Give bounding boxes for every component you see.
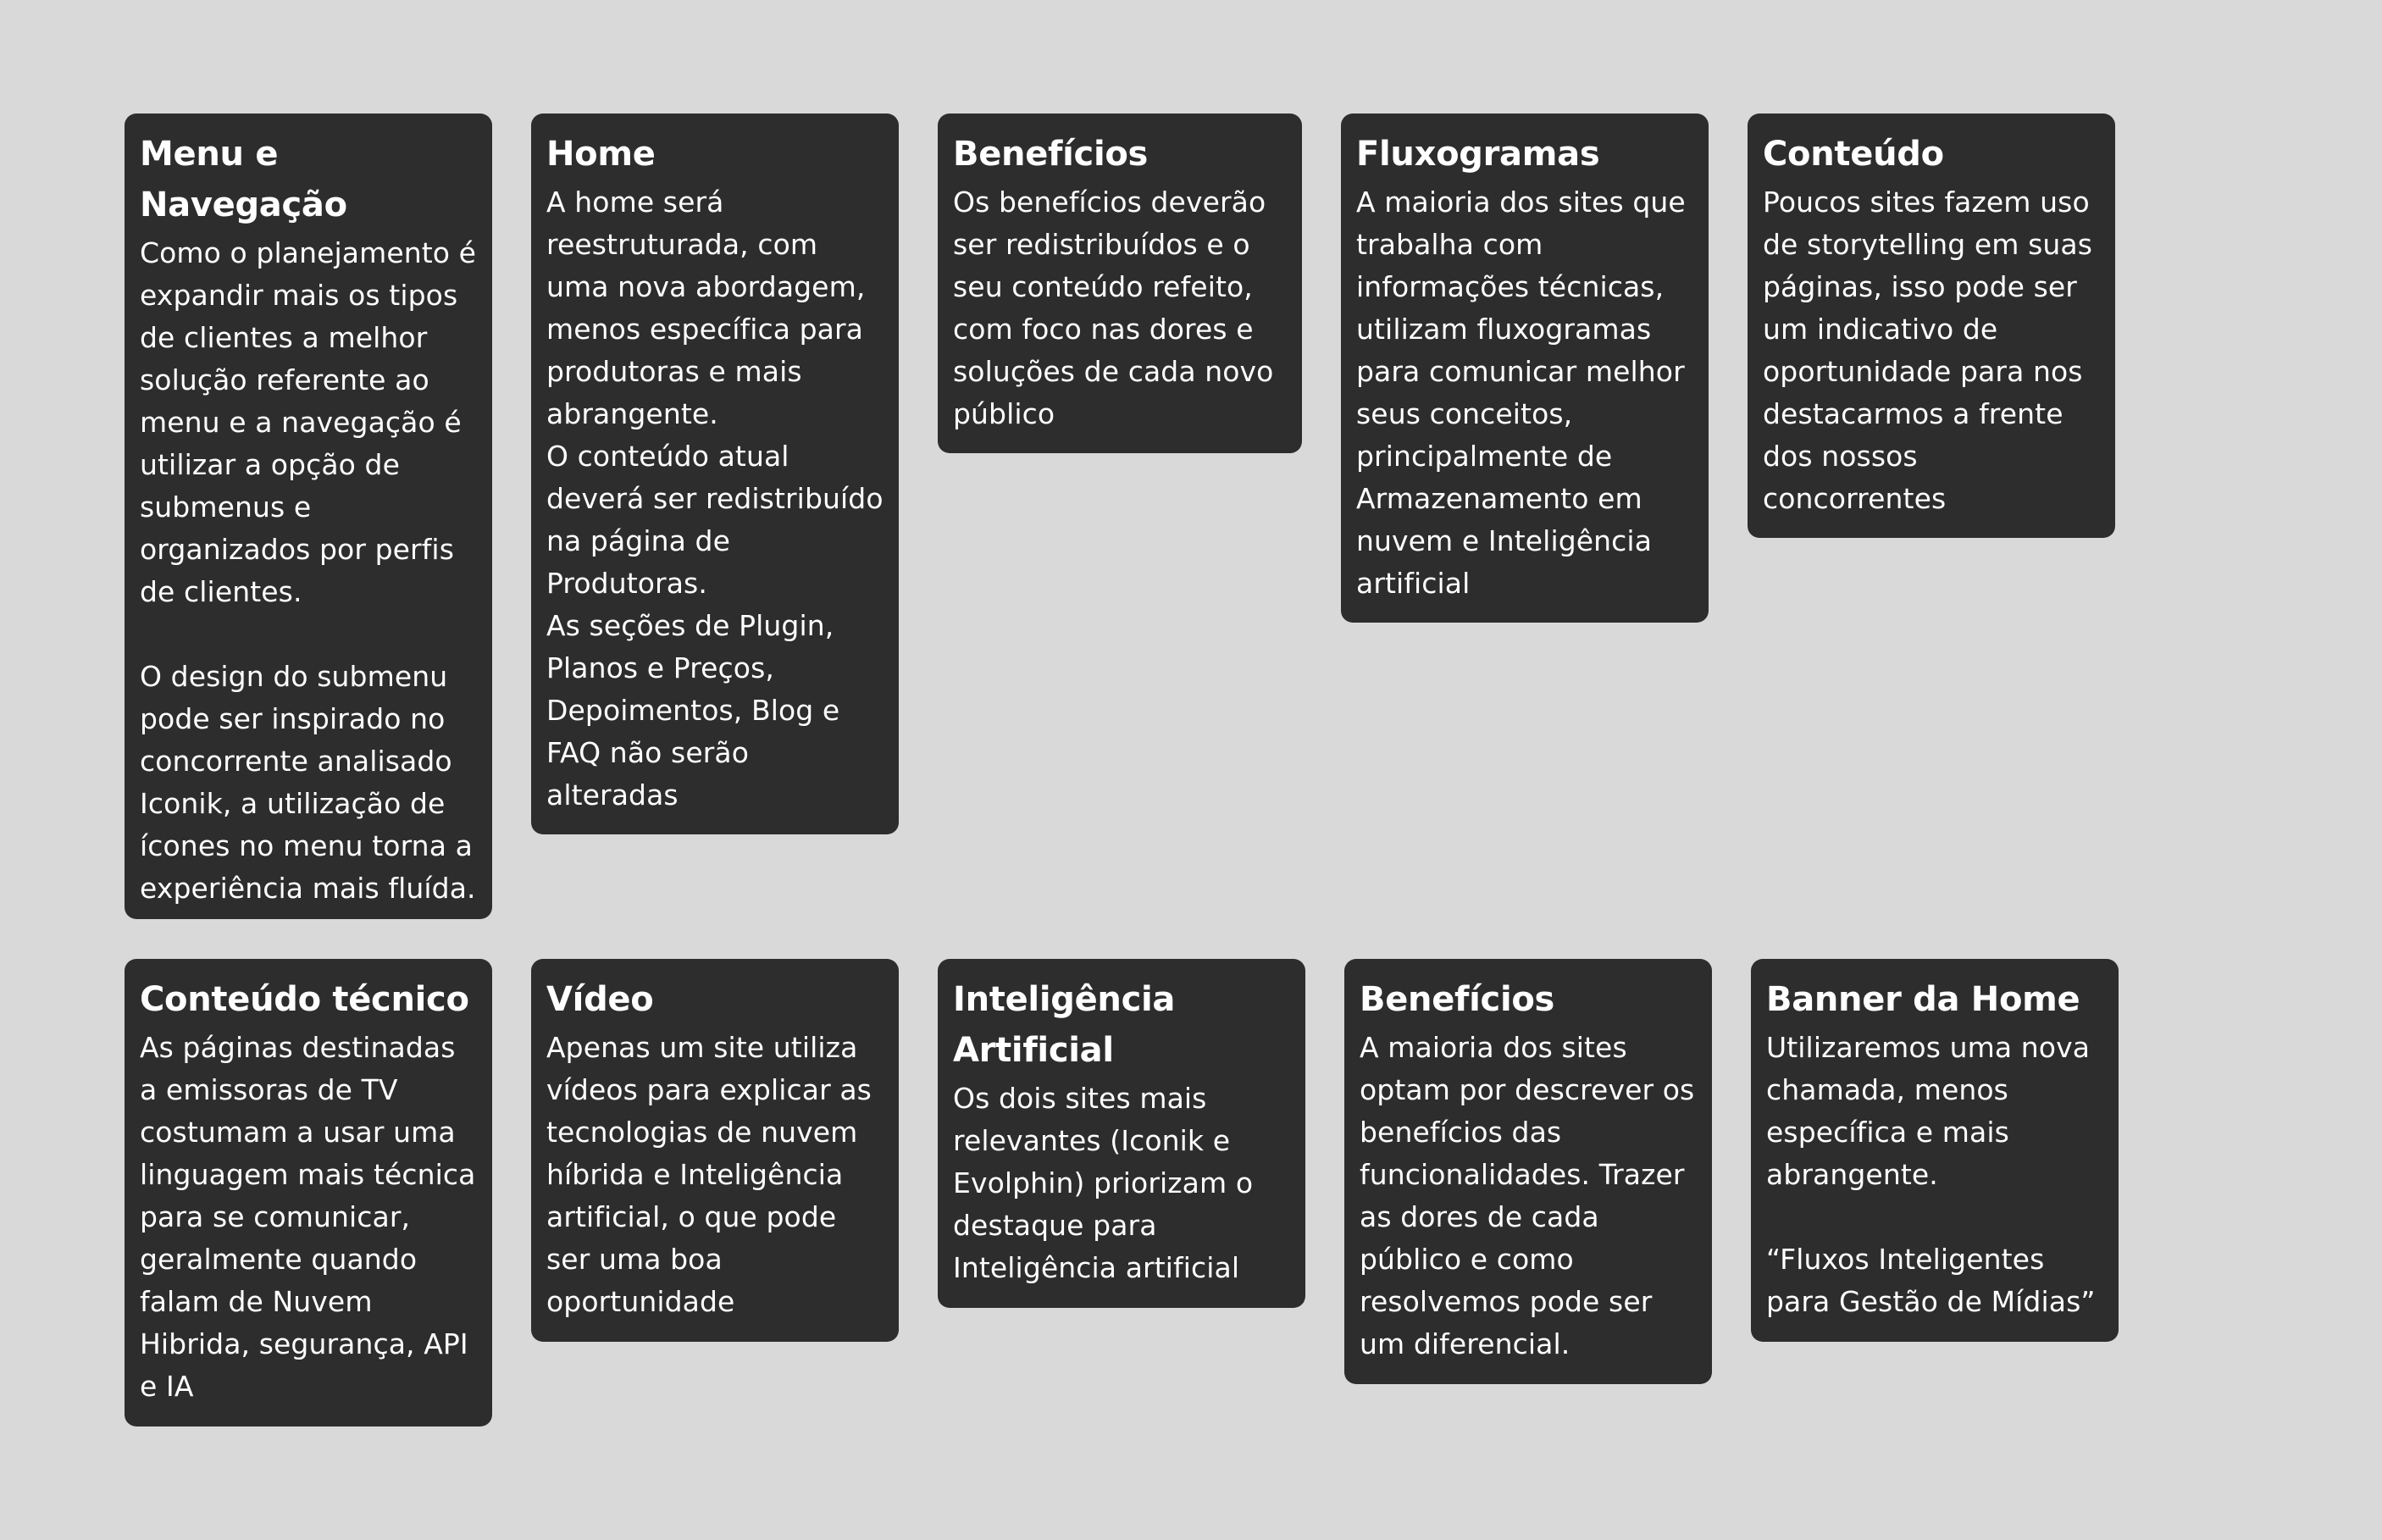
note-body: Como o planejamento é expandir mais os tipos de clientes a melhor solução referente ao menu e a navegação é utilizar a opção de submenus e organizados por perfis de clientes. O design do submenu pode ser inspirado no concorrente analisado Iconik, a utilização de ícones no menu torna a experiência mais fluída. [140, 236, 477, 905]
note-title: Benefícios [953, 135, 1149, 174]
note-title: Home [546, 135, 656, 174]
note-body: Poucos sites fazem uso de storytelling em suas páginas, isso pode ser um indicativo de oportunidade para nos destacarmos a frente dos nossos concorrentes [1763, 186, 2093, 515]
note-body: A maioria dos sites optam por descrever os benefícios das funcionalidades. Trazer as dores de cada público e como resolvemos pode ser um diferencial. [1360, 1031, 1695, 1360]
note-title: Benefícios [1360, 980, 1555, 1019]
note-card-video[interactable] [531, 959, 899, 1342]
note-title: Menu e Navegação [140, 135, 347, 224]
note-card-conteudo[interactable] [1748, 114, 2115, 538]
note-body: Apenas um site utiliza vídeos para explicar as tecnologias de nuvem híbrida e Inteligência artificial, o que pode ser uma boa oportunidade [546, 1031, 872, 1318]
note-body: Os benefícios deverão ser redistribuídos e o seu conteúdo refeito, com foco nas dores e soluções de cada novo público [953, 186, 1274, 430]
note-title: Conteúdo [1763, 135, 1944, 174]
note-title: Fluxogramas [1356, 135, 1600, 174]
note-card-beneficios-2[interactable] [1344, 959, 1712, 1384]
note-body: Utilizaremos uma nova chamada, menos específica e mais abrangente. “Fluxos Inteligentes para Gestão de Mídias” [1766, 1031, 2096, 1318]
note-body: A home será reestruturada, com uma nova abordagem, menos específica para produtoras e mais abrangente. O conteúdo atual deverá ser redistribuído na página de Produtoras. As seções de Plugin, Planos e Preços, Depoimentos, Blog e FAQ não serão alteradas [546, 186, 884, 812]
note-title: Vídeo [546, 980, 654, 1019]
note-card-beneficios[interactable] [938, 114, 1302, 453]
note-card-inteligencia-artificial[interactable] [938, 959, 1305, 1308]
note-card-home[interactable] [531, 114, 899, 834]
note-title: Banner da Home [1766, 980, 2080, 1019]
note-title: Conteúdo técnico [140, 980, 469, 1019]
note-title: Inteligência Artificial [953, 980, 1176, 1070]
note-card-banner-home[interactable] [1751, 959, 2119, 1342]
note-body: As páginas destinadas a emissoras de TV costumam a usar uma linguagem mais técnica para se comunicar, geralmente quando falam de Nuvem Hibrida, segurança, API e IA [140, 1031, 476, 1403]
note-card-fluxogramas[interactable] [1341, 114, 1709, 623]
note-card-conteudo-tecnico[interactable] [125, 959, 492, 1426]
note-body: Os dois sites mais relevantes (Iconik e Evolphin) priorizam o destaque para Inteligência artificial [953, 1082, 1254, 1284]
note-card-menu-navegacao[interactable] [125, 114, 492, 919]
note-body: A maioria dos sites que trabalha com informações técnicas, utilizam fluxogramas para comunicar melhor seus conceitos, principalmente de Armazenamento em nuvem e Inteligência artificial [1356, 186, 1686, 600]
